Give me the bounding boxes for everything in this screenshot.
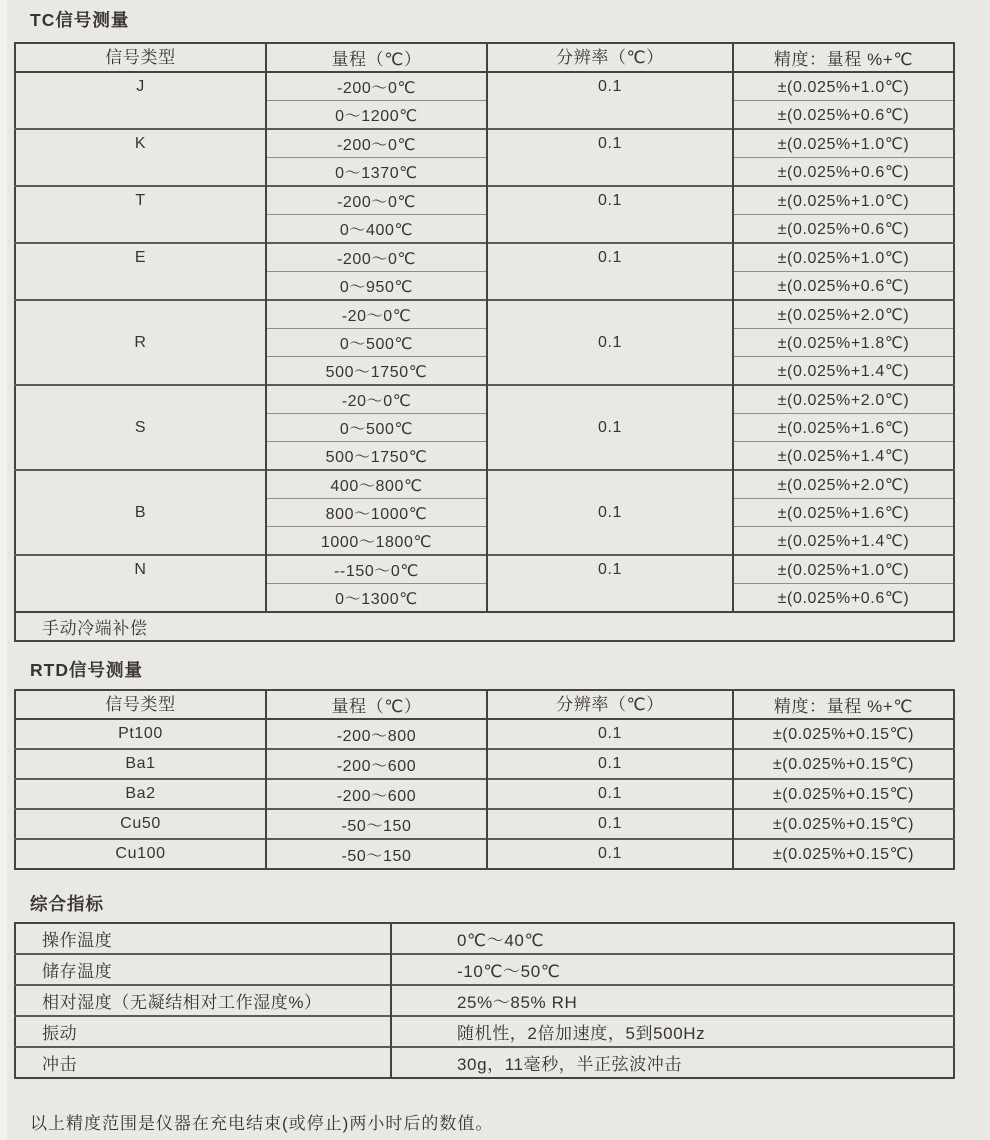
cell-cold-junction-note: 手动冷端补偿	[15, 612, 954, 641]
accuracy-footnote: 以上精度范围是仪器在充电结束(或停止)两小时后的数值。	[30, 1114, 494, 1133]
rtd-section-title: RTD信号测量	[30, 660, 143, 680]
tc-row-R-1	[15, 300, 954, 329]
tc-header-range: 量程（℃）	[266, 43, 487, 72]
cell-accuracy: ±(0.025%+0.15℃)	[733, 749, 954, 779]
cell-range: 0～500℃	[266, 414, 487, 442]
cell-resolution: 0.1	[487, 719, 733, 749]
tc-row-J-1	[15, 72, 954, 101]
cell-signal-type: J	[15, 72, 266, 129]
tc-header-resolution: 分辨率（℃）	[487, 43, 733, 72]
cell-range: 0～1300℃	[266, 584, 487, 613]
tc-row-B-1	[15, 470, 954, 499]
cell-accuracy: ±(0.025%+1.0℃)	[733, 129, 954, 158]
cell-range: -20～0℃	[266, 300, 487, 329]
general-row-vibration	[15, 1016, 954, 1047]
cell-signal-type: K	[15, 129, 266, 186]
rtd-header-range: 量程（℃）	[266, 690, 487, 719]
cell-spec-value: 30g，11毫秒，半正弦波冲击	[391, 1047, 954, 1078]
cell-range: 500～1750℃	[266, 442, 487, 471]
cell-accuracy: ±(0.025%+0.6℃)	[733, 272, 954, 301]
general-spec-table	[14, 922, 955, 1079]
cell-range: -200～600	[266, 749, 487, 779]
cell-resolution: 0.1	[487, 300, 733, 385]
cell-range: 1000～1800℃	[266, 527, 487, 556]
cell-resolution: 0.1	[487, 839, 733, 869]
cell-accuracy: ±(0.025%+2.0℃)	[733, 300, 954, 329]
tc-section-title: TC信号测量	[30, 10, 130, 30]
cell-spec-label: 相对湿度（无凝结相对工作湿度%）	[15, 985, 391, 1016]
cell-accuracy: ±(0.025%+1.0℃)	[733, 555, 954, 584]
rtd-row-pt100	[15, 719, 954, 749]
rtd-spec-table	[14, 689, 955, 870]
cell-resolution: 0.1	[487, 809, 733, 839]
cell-accuracy: ±(0.025%+1.4℃)	[733, 442, 954, 471]
cell-signal-type: Cu100	[15, 839, 266, 869]
cell-resolution: 0.1	[487, 72, 733, 129]
cell-range: -200～0℃	[266, 243, 487, 272]
cell-accuracy: ±(0.025%+1.6℃)	[733, 499, 954, 527]
tc-cold-junction-row	[15, 612, 954, 641]
cell-range: 0～500℃	[266, 329, 487, 357]
tc-row-N-1	[15, 555, 954, 584]
cell-resolution: 0.1	[487, 555, 733, 612]
cell-range: 0～400℃	[266, 215, 487, 244]
cell-accuracy: ±(0.025%+0.15℃)	[733, 779, 954, 809]
cell-spec-label: 操作温度	[42, 931, 113, 950]
rtd-header-row	[15, 690, 954, 719]
general-row-humidity	[15, 985, 954, 1016]
cell-accuracy: ±(0.025%+1.8℃)	[733, 329, 954, 357]
cell-signal-type: R	[15, 300, 266, 385]
rtd-row-ba1	[15, 749, 954, 779]
cell-spec-label: 冲击	[15, 1047, 391, 1078]
tc-row-E-1	[15, 243, 954, 272]
cell-accuracy: ±(0.025%+2.0℃)	[733, 470, 954, 499]
cell-resolution: 0.1	[487, 186, 733, 243]
cell-spec-value: 25%～85% RH	[391, 985, 954, 1016]
cell-accuracy: ±(0.025%+0.6℃)	[733, 584, 954, 613]
cell-accuracy: ±(0.025%+0.6℃)	[733, 215, 954, 244]
rtd-header-accuracy: 精度：量程 %+℃	[733, 690, 954, 719]
cell-accuracy: ±(0.025%+1.0℃)	[733, 243, 954, 272]
general-row-operating-temp	[15, 923, 954, 954]
cell-range: --150～0℃	[266, 555, 487, 584]
cell-spec-value: 0℃～40℃	[391, 923, 954, 954]
cell-resolution: 0.1	[487, 779, 733, 809]
cell-signal-type: Cu50	[15, 809, 266, 839]
cell-range: 500～1750℃	[266, 357, 487, 386]
cell-spec-label: 振动	[15, 1016, 391, 1047]
general-row-storage-temp	[15, 954, 954, 985]
tc-row-K-1	[15, 129, 954, 158]
cell-resolution: 0.1	[487, 243, 733, 300]
cell-range: 0～1200℃	[266, 101, 487, 130]
cell-accuracy: ±(0.025%+0.15℃)	[733, 809, 954, 839]
cell-range: -200～0℃	[266, 129, 487, 158]
cell-signal-type: S	[15, 385, 266, 470]
cell-resolution: 0.1	[487, 749, 733, 779]
cell-accuracy: ±(0.025%+2.0℃)	[733, 385, 954, 414]
rtd-row-ba2	[15, 779, 954, 809]
cell-range: -50～150	[266, 839, 487, 869]
rtd-header-resolution: 分辨率（℃）	[487, 690, 733, 719]
cell-accuracy: ±(0.025%+1.4℃)	[733, 357, 954, 386]
cell-accuracy: ±(0.025%+0.6℃)	[733, 158, 954, 187]
cell-accuracy: ±(0.025%+0.15℃)	[733, 719, 954, 749]
page-scan-edge	[0, 0, 7, 1140]
cell-signal-type: N	[15, 555, 266, 612]
cell-range: -200～800	[266, 719, 487, 749]
cell-accuracy: ±(0.025%+1.0℃)	[733, 72, 954, 101]
cell-range: 800～1000℃	[266, 499, 487, 527]
cell-range: 0～950℃	[266, 272, 487, 301]
cell-range: -50～150	[266, 809, 487, 839]
cell-spec-value: 随机性，2倍加速度，5到500Hz	[391, 1016, 954, 1047]
tc-row-S-1	[15, 385, 954, 414]
cell-range: -200～0℃	[266, 186, 487, 215]
tc-header-signal-type: 信号类型	[15, 43, 266, 72]
tc-spec-table	[14, 42, 955, 642]
cell-range: -20～0℃	[266, 385, 487, 414]
cell-range: 0～1370℃	[266, 158, 487, 187]
cell-range: 400～800℃	[266, 470, 487, 499]
general-row-shock	[15, 1047, 954, 1078]
cell-resolution: 0.1	[487, 470, 733, 555]
rtd-row-cu50	[15, 809, 954, 839]
cell-resolution: 0.1	[487, 129, 733, 186]
cell-accuracy: ±(0.025%+1.4℃)	[733, 527, 954, 556]
cell-signal-type: Pt100	[15, 719, 266, 749]
cell-signal-type: E	[15, 243, 266, 300]
rtd-header-signal-type: 信号类型	[15, 690, 266, 719]
general-section-title: 综合指标	[30, 894, 104, 914]
cell-signal-type: T	[15, 186, 266, 243]
cell-accuracy: ±(0.025%+1.0℃)	[733, 186, 954, 215]
rtd-row-cu100	[15, 839, 954, 869]
cell-signal-type: B	[15, 470, 266, 555]
cell-range: -200～0℃	[266, 72, 487, 101]
cell-signal-type: Ba2	[15, 779, 266, 809]
tc-header-accuracy: 精度：量程 %+℃	[733, 43, 954, 72]
cell-signal-type: Ba1	[15, 749, 266, 779]
cell-accuracy: ±(0.025%+0.15℃)	[733, 839, 954, 869]
cell-spec-label: 储存温度	[15, 954, 391, 985]
tc-row-T-1	[15, 186, 954, 215]
cell-accuracy: ±(0.025%+0.6℃)	[733, 101, 954, 130]
cell-range: -200～600	[266, 779, 487, 809]
cell-spec-value: -10℃～50℃	[391, 954, 954, 985]
cell-resolution: 0.1	[487, 385, 733, 470]
tc-header-row	[15, 43, 954, 72]
cell-accuracy: ±(0.025%+1.6℃)	[733, 414, 954, 442]
